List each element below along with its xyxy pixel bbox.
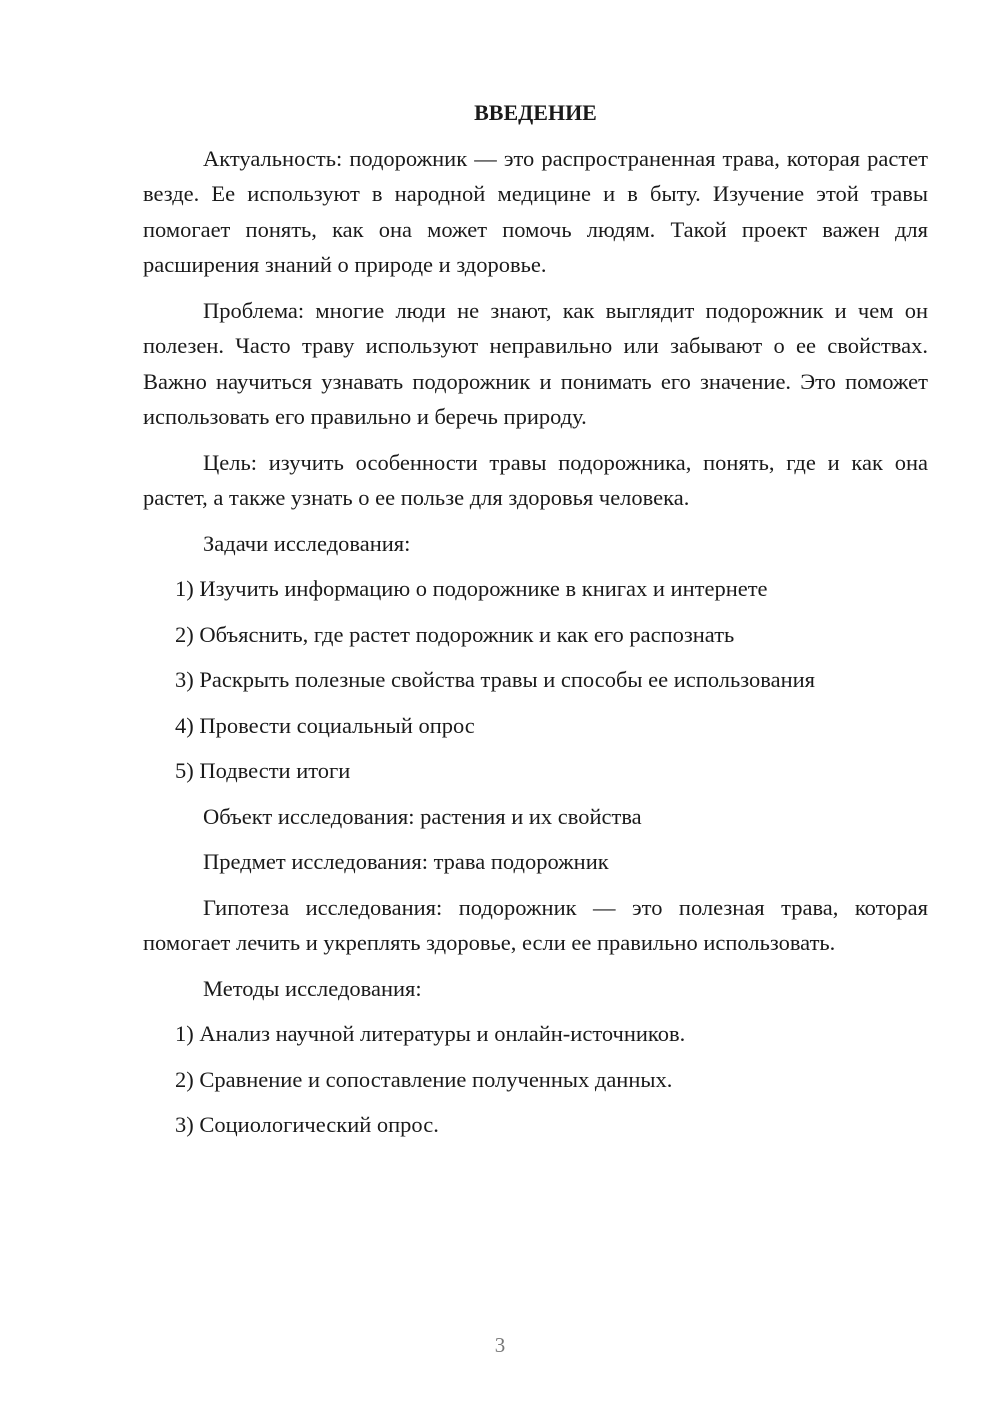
research-subject: Предмет исследования: трава подорожник [203, 849, 609, 874]
hypothesis-paragraph: Гипотеза исследования: подорожник — это полезная трава, которая помогает лечить и укреплять здоровье, если ее правильно использовать. [143, 894, 928, 955]
list-item: 1) Анализ научной литературы и онлайн-источников. [175, 1021, 686, 1046]
page-number: 3 [494, 1333, 506, 1357]
methods-list [143, 1016, 928, 1143]
tasks-title: Задачи исследования: [203, 530, 411, 556]
list-item: 3) Социологический опрос. [175, 1112, 439, 1137]
list-item: 1) Изучить информацию о подорожнике в книгах и интернете [175, 576, 768, 601]
tasks-list [143, 571, 928, 789]
page-title: ВВЕДЕНИЕ [474, 100, 597, 125]
list-item: 4) Провести социальный опрос [175, 712, 475, 738]
problem-paragraph: Проблема: многие люди не знают, как выглядит подорожник и чем он полезен. Часто траву используют неправильно или забывают о ее свойствах. Важно научиться узнавать подорожник и понимать его значение. Это поможет использовать его правильно и беречь природу. [143, 297, 928, 429]
list-item: 2) Объяснить, где растет подорожник и как его распознать [175, 621, 735, 647]
goal-paragraph: Цель: изучить особенности травы подорожника, понять, где и как она растет, а также узнать о ее пользе для здоровья человека. [143, 449, 928, 510]
list-item: 3) Раскрыть полезные свойства травы и способы ее использования [175, 667, 816, 692]
document-body [143, 95, 928, 1153]
list-item: 2) Сравнение и сопоставление полученных данных. [175, 1066, 673, 1092]
methods-title: Методы исследования: [203, 975, 422, 1001]
list-item: 5) Подвести итоги [175, 758, 351, 783]
relevance-paragraph: Актуальность: подорожник — это распространенная трава, которая растет везде. Ее используют в народной медицине и в быту. Изучение этой травы помогает понять, как она может помочь людям. Такой проект важен для расширения знаний о природе и здоровье. [143, 145, 928, 277]
research-object: Объект исследования: растения и их свойства [203, 803, 642, 829]
